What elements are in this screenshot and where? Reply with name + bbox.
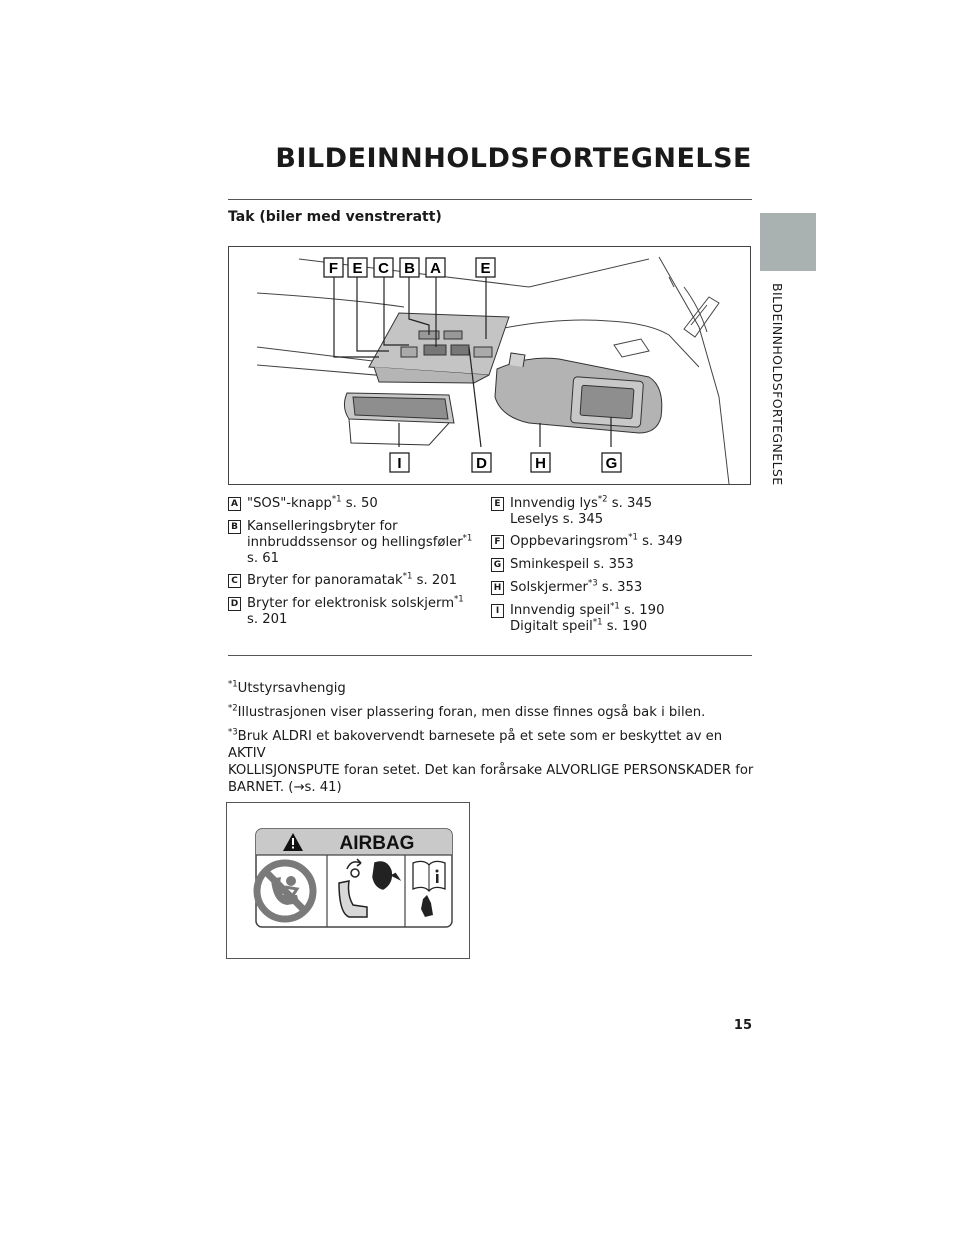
callout-d	[472, 453, 491, 472]
footnote-mark: *3	[228, 727, 238, 738]
legend-line: Digitalt speil	[510, 619, 593, 634]
footnote-text: BARNET. (→s. 41)	[228, 780, 342, 795]
page-number: 15	[733, 1018, 752, 1033]
no-rear-facing-seat-icon	[257, 863, 313, 919]
callout-letter: E	[480, 260, 491, 277]
footnote-ref: *1	[628, 532, 638, 543]
footnote-rule	[228, 655, 752, 656]
legend-line: Sminkespeil s. 353	[510, 557, 634, 572]
footnote-ref: *3	[587, 578, 598, 589]
legend-badge: A	[228, 497, 241, 511]
callout-a	[426, 258, 445, 277]
callout-e	[348, 258, 367, 277]
footnote-text: Bruk ALDRI et bakovervendt barnesete på et sete som er beskyttet av en AKTIV	[228, 729, 723, 761]
legend-badge: E	[491, 497, 504, 511]
callout-letter: G	[605, 455, 618, 472]
roof-illustration-svg	[229, 247, 750, 484]
airbag-label-frame	[226, 802, 470, 959]
page-ref: s. 190	[619, 603, 665, 618]
footnote-ref: *1	[331, 494, 342, 505]
legend-line: "SOS"-knapp	[247, 496, 332, 511]
callout-letter: D	[476, 455, 487, 472]
callout-letter: C	[378, 260, 389, 277]
legend-text	[247, 519, 472, 567]
footnote-ref: *1	[454, 594, 464, 605]
legend-badge: D	[228, 597, 241, 611]
footnote-mark: *2	[228, 703, 238, 714]
legend-badge: B	[228, 520, 241, 534]
legend-text	[510, 580, 642, 596]
callout-f	[324, 258, 343, 277]
page-ref: s. 353	[597, 580, 643, 595]
legend-badge: C	[228, 574, 241, 588]
legend-badge: F	[491, 535, 504, 549]
airbag-label-svg	[227, 803, 469, 958]
footnote-ref: *1	[462, 533, 473, 544]
legend-text	[510, 557, 634, 573]
callout-e-right	[476, 258, 495, 277]
legend-text	[510, 534, 683, 550]
side-label	[770, 283, 800, 486]
footnote-text: Illustrasjonen viser plassering foran, men disse finnes også bak i bilen.	[237, 705, 706, 720]
footnote-ref: *1	[610, 601, 620, 612]
legend-text	[247, 596, 464, 628]
page-ref: s. 61	[247, 551, 280, 566]
footnote-text: KOLLISJONSPUTE foran setet. Det kan forårsake ALVORLIGE PERSONSKADER for	[228, 763, 754, 778]
footnote-ref: *1	[402, 571, 413, 582]
legend-badge: H	[491, 581, 504, 595]
callout-g	[602, 453, 621, 472]
legend-line: Bryter for panoramatak	[247, 573, 403, 588]
callout-b	[400, 258, 419, 277]
legend-line: Innvendig lys	[510, 496, 598, 511]
legend-badge: G	[491, 558, 504, 572]
page-ref: s. 190	[602, 619, 648, 634]
legend-line: Bryter for elektronisk solskjerm	[247, 596, 455, 611]
footnote-3	[228, 728, 758, 796]
callout-letter: H	[535, 455, 546, 472]
page-ref: s. 201	[412, 573, 457, 588]
footnote-mark: *1	[228, 679, 238, 690]
legend-line: Solskjermer	[510, 580, 588, 595]
side-tab	[760, 213, 816, 271]
header-rule	[228, 199, 752, 200]
callout-letter: A	[430, 260, 441, 277]
page-ref: s. 349	[637, 534, 683, 549]
roof-illustration	[228, 246, 751, 485]
page-ref: s. 50	[341, 496, 378, 511]
callout-letter: B	[404, 260, 415, 277]
page-title: BILDEINNHOLDSFORTEGNELSE	[275, 143, 752, 174]
footnote-ref: *1	[592, 617, 603, 628]
legend-text	[510, 496, 652, 528]
legend-line: Innvendig speil	[510, 603, 611, 618]
footnote-1	[228, 680, 758, 697]
legend-text	[247, 496, 378, 512]
legend-line: innbruddssensor og hellingsføler	[247, 535, 463, 550]
legend-line: Oppbevaringsrom	[510, 534, 629, 549]
legend-line: Leselys s. 345	[510, 512, 604, 527]
callout-letter: I	[397, 455, 402, 472]
page-ref: s. 201	[247, 612, 288, 627]
legend-right	[491, 496, 751, 641]
footnote-ref: *2	[597, 494, 608, 505]
airbag-title: AIRBAG	[339, 833, 415, 854]
footnote-2	[228, 704, 758, 721]
callout-h	[531, 453, 550, 472]
callout-i	[390, 453, 409, 472]
legend-badge: I	[491, 604, 504, 618]
section-heading: Tak (biler med venstreratt)	[228, 209, 442, 225]
page-ref: s. 345	[607, 496, 653, 511]
side-label-text: BILDEINNHOLDSFORTEGNELSE	[770, 283, 785, 486]
legend-left	[228, 496, 483, 636]
callout-letter: E	[352, 260, 363, 277]
legend-text	[510, 603, 664, 635]
callout-c	[374, 258, 393, 277]
footnote-text: Utstyrsavhengig	[237, 681, 346, 696]
callout-letter: F	[328, 260, 339, 277]
legend-text	[247, 573, 457, 589]
legend-line: Kanselleringsbryter for	[247, 519, 398, 534]
